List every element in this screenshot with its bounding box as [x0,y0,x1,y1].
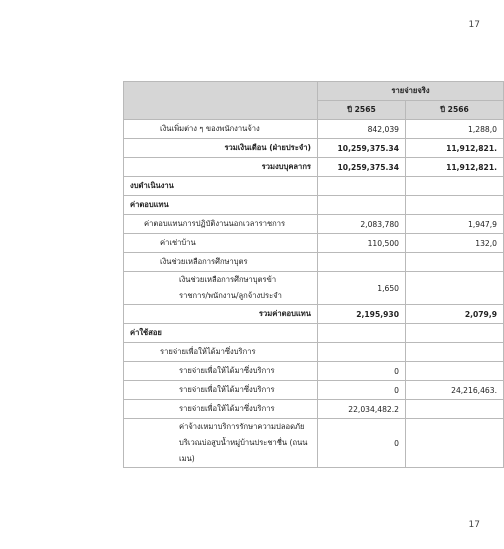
budget-table [123,81,504,468]
row-value-2565: 842,039 [318,120,406,139]
row-value-2566 [406,177,504,196]
row-value-2566: 24,216,463. [406,381,504,400]
row-label: รวมเงินเดือน (ฝ่ายประจำ) [124,139,318,158]
row-value-2566 [406,343,504,362]
row-label-multiline [124,272,318,305]
row-value-2566 [406,362,504,381]
row-value-2565: 22,034,482.2 [318,400,406,419]
row-value-2565: 10,259,375.34 [318,139,406,158]
table-row [124,215,504,234]
row-value-2566: 1,288,0 [406,120,504,139]
row-label: รายจ่ายเพื่อให้ได้มาซึ่งบริการ [124,381,318,400]
row-value-2565: 10,259,375.34 [318,158,406,177]
table-row [124,305,504,324]
header-year-2: ปี 2566 [406,101,504,120]
row-label-line: เมน) [179,454,195,463]
row-label-line: เงินช่วยเหลือการศึกษาบุตรข้า [179,275,277,284]
row-value-2566 [406,419,504,468]
row-value-2566 [406,253,504,272]
row-label-multiline [124,419,318,468]
table-row [124,139,504,158]
header-year-1: ปี 2565 [318,101,406,120]
row-label: ค่าเช่าบ้าน [124,234,318,253]
row-value-2566 [406,272,504,305]
row-value-2565 [318,196,406,215]
row-value-2566: 11,912,821. [406,158,504,177]
row-value-2565: 1,650 [318,272,406,305]
row-label: เงินเพิ่มต่าง ๆ ของพนักงานจ้าง [124,120,318,139]
row-value-2566: 2,079,9 [406,305,504,324]
row-label: ค่าใช้สอย [124,324,318,343]
page-number-bottom: 17 [468,520,480,530]
row-value-2566 [406,324,504,343]
row-value-2566: 132,0 [406,234,504,253]
row-label: ค่าตอบแทน [124,196,318,215]
header-blank-cell [124,82,318,120]
row-value-2565: 0 [318,362,406,381]
table-row [124,120,504,139]
row-label-line: ค่าจ้างเหมาบริการรักษาความปลอดภัย [179,422,305,431]
row-value-2566 [406,400,504,419]
row-label: รวมค่าตอบแทน [124,305,318,324]
row-label: งบดำเนินงาน [124,177,318,196]
table-row [124,272,504,305]
table-row [124,400,504,419]
row-label: รวมงบบุคลากร [124,158,318,177]
row-label: ค่าตอบแทนการปฏิบัติงานนอกเวลาราชการ [124,215,318,234]
row-value-2565: 0 [318,419,406,468]
row-value-2566 [406,196,504,215]
page-number-top: 17 [468,20,480,30]
table-row [124,234,504,253]
row-value-2565 [318,324,406,343]
table-row [124,381,504,400]
table-row [124,324,504,343]
table-row [124,158,504,177]
row-label-line: บริเวณบ่อสูบน้ำหมู่บ้านประชาชื่น (ถนน [179,438,308,447]
row-value-2565 [318,343,406,362]
row-value-2565 [318,177,406,196]
table-header-row [124,82,504,101]
row-value-2565: 110,500 [318,234,406,253]
row-value-2566: 11,912,821. [406,139,504,158]
table-row [124,253,504,272]
table-row [124,343,504,362]
table-row [124,177,504,196]
row-label: รายจ่ายเพื่อให้ได้มาซึ่งบริการ [124,343,318,362]
row-label: เงินช่วยเหลือการศึกษาบุตร [124,253,318,272]
row-value-2565: 2,195,930 [318,305,406,324]
row-label: รายจ่ายเพื่อให้ได้มาซึ่งบริการ [124,400,318,419]
table-row [124,362,504,381]
row-label: รายจ่ายเพื่อให้ได้มาซึ่งบริการ [124,362,318,381]
row-value-2566: 1,947,9 [406,215,504,234]
row-value-2565 [318,253,406,272]
row-value-2565: 2,083,780 [318,215,406,234]
table-row [124,196,504,215]
row-value-2565: 0 [318,381,406,400]
table-row [124,419,504,468]
header-group-label: รายจ่ายจริง [318,82,504,101]
row-label-line: ราชการ/พนักงาน/ลูกจ้างประจำ [179,291,282,300]
